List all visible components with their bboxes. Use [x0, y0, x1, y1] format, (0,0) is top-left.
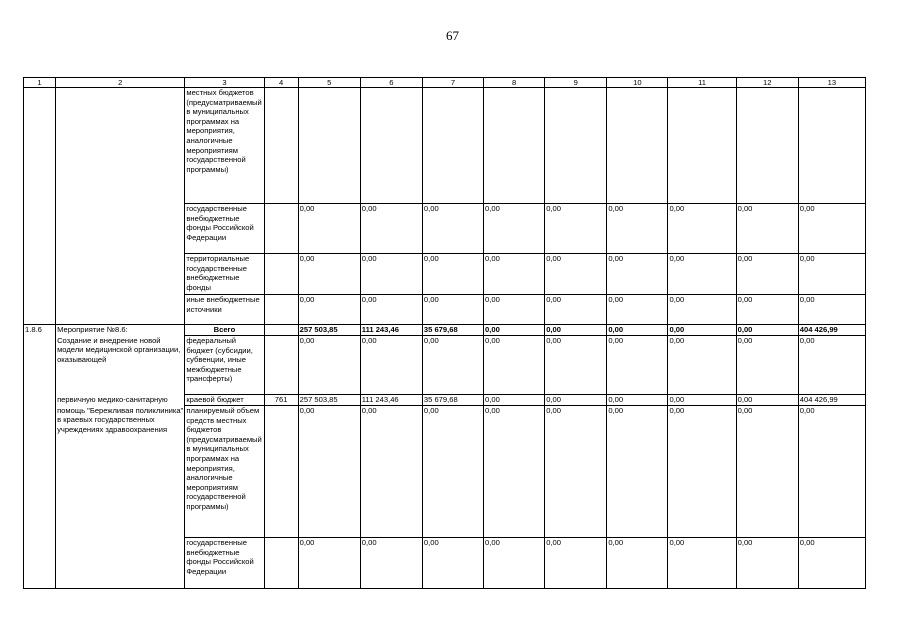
value-cell: 0,00 [607, 538, 668, 589]
table-row [24, 254, 866, 295]
value-cell: 35 679,68 [422, 325, 483, 336]
value-cell: 0,00 [484, 538, 545, 589]
name-cell [56, 254, 185, 295]
value-cell: 0,00 [668, 254, 736, 295]
value-cell: 0,00 [668, 395, 736, 406]
value-cell: 0,00 [360, 336, 422, 395]
value-cell: 0,00 [668, 538, 736, 589]
value-cell [798, 88, 865, 204]
value-cell: 0,00 [360, 204, 422, 254]
value-cell: 0,00 [484, 254, 545, 295]
value-cell: 0,00 [607, 395, 668, 406]
source-cell: государственные внебюджетные фонды Российской Федерации [185, 538, 264, 589]
num-cell [24, 295, 56, 325]
value-cell: 0,00 [545, 538, 607, 589]
code-cell [264, 406, 298, 538]
header-cell: 10 [607, 78, 668, 88]
num-cell [24, 395, 56, 406]
value-cell: 0,00 [798, 336, 865, 395]
header-cell: 3 [185, 78, 264, 88]
code-cell [264, 325, 298, 336]
code-cell [264, 538, 298, 589]
value-cell [607, 88, 668, 204]
value-cell: 0,00 [736, 254, 798, 295]
name-cell [56, 538, 185, 589]
value-cell: 0,00 [484, 336, 545, 395]
name-cell: Мероприятие №8.6: [56, 325, 185, 336]
value-cell: 0,00 [736, 406, 798, 538]
value-cell: 0,00 [298, 295, 360, 325]
num-cell [24, 254, 56, 295]
value-cell: 0,00 [798, 295, 865, 325]
value-cell: 0,00 [360, 538, 422, 589]
value-cell: 0,00 [422, 204, 483, 254]
value-cell: 0,00 [422, 538, 483, 589]
value-cell: 0,00 [607, 406, 668, 538]
value-cell [298, 88, 360, 204]
value-cell: 0,00 [607, 254, 668, 295]
num-cell [24, 538, 56, 589]
value-cell: 0,00 [484, 325, 545, 336]
source-cell: федеральный бюджет (субсидии, субвенции, иные межбюджетные трансферты) [185, 336, 264, 395]
value-cell: 0,00 [298, 204, 360, 254]
source-cell: территориальные государственные внебюджетные фонды [185, 254, 264, 295]
value-cell: 0,00 [298, 336, 360, 395]
value-cell: 0,00 [736, 325, 798, 336]
value-cell: 0,00 [668, 204, 736, 254]
table-row [24, 88, 866, 204]
name-cell [56, 295, 185, 325]
name-cell: Создание и внедрение новой модели медицинской организации, оказывающей [56, 336, 185, 395]
value-cell: 0,00 [736, 295, 798, 325]
value-cell: 0,00 [422, 254, 483, 295]
source-cell: краевой бюджет [185, 395, 264, 406]
value-cell: 0,00 [798, 538, 865, 589]
num-cell [24, 204, 56, 254]
table-row [24, 295, 866, 325]
value-cell: 0,00 [736, 204, 798, 254]
code-cell [264, 336, 298, 395]
value-cell: 0,00 [798, 406, 865, 538]
value-cell [360, 88, 422, 204]
value-cell: 0,00 [360, 295, 422, 325]
value-cell: 404 426,99 [798, 325, 865, 336]
code-cell [264, 204, 298, 254]
value-cell: 0,00 [736, 395, 798, 406]
value-cell: 0,00 [298, 406, 360, 538]
name-cell [56, 88, 185, 204]
value-cell: 257 503,85 [298, 395, 360, 406]
header-cell: 8 [484, 78, 545, 88]
value-cell: 0,00 [545, 295, 607, 325]
value-cell: 0,00 [607, 295, 668, 325]
table-row [24, 406, 866, 538]
header-cell: 7 [422, 78, 483, 88]
header-cell: 5 [298, 78, 360, 88]
header-cell: 13 [798, 78, 865, 88]
value-cell: 111 243,46 [360, 395, 422, 406]
value-cell: 0,00 [298, 538, 360, 589]
page-number: 67 [446, 28, 459, 43]
value-cell: 0,00 [798, 254, 865, 295]
value-cell [422, 88, 483, 204]
header-cell: 2 [56, 78, 185, 88]
table-row [24, 204, 866, 254]
header-row [24, 78, 866, 88]
code-cell [264, 295, 298, 325]
value-cell: 0,00 [736, 336, 798, 395]
header-cell: 11 [668, 78, 736, 88]
value-cell: 0,00 [360, 254, 422, 295]
header-cell: 6 [360, 78, 422, 88]
source-cell: иные внебюджетные источники [185, 295, 264, 325]
table-row [24, 395, 866, 406]
value-cell [736, 88, 798, 204]
value-cell: 0,00 [484, 406, 545, 538]
value-cell: 35 679,68 [422, 395, 483, 406]
header-cell: 9 [545, 78, 607, 88]
name-cell [56, 204, 185, 254]
source-cell: государственные внебюджетные фонды Российской Федерации [185, 204, 264, 254]
table-row-total [24, 325, 866, 336]
code-cell [264, 88, 298, 204]
source-cell: планируемый объем средств местных бюджетов (предусматриваемый в муниципальных программах на мероприятия, аналогичные мероприятиям государственной программы) [185, 406, 264, 538]
source-cell: Всего [185, 325, 264, 336]
value-cell [545, 88, 607, 204]
num-cell [24, 336, 56, 395]
name-cell: помощь "Бережливая поликлиника" в краевых государственных учреждениях здравоохранения [56, 406, 185, 538]
value-cell: 0,00 [422, 406, 483, 538]
name-cell: первичную медико-санитарную [56, 395, 185, 406]
header-cell: 1 [24, 78, 56, 88]
value-cell: 0,00 [668, 336, 736, 395]
value-cell: 0,00 [668, 295, 736, 325]
table-row [24, 336, 866, 395]
value-cell: 0,00 [422, 295, 483, 325]
value-cell: 0,00 [484, 204, 545, 254]
value-cell: 0,00 [545, 406, 607, 538]
value-cell: 0,00 [736, 538, 798, 589]
value-cell: 0,00 [668, 406, 736, 538]
budget-table [23, 77, 866, 589]
value-cell [484, 88, 545, 204]
value-cell [668, 88, 736, 204]
value-cell: 0,00 [545, 325, 607, 336]
header-cell: 4 [264, 78, 298, 88]
code-cell: 761 [264, 395, 298, 406]
value-cell: 111 243,46 [360, 325, 422, 336]
value-cell: 0,00 [484, 295, 545, 325]
code-cell [264, 254, 298, 295]
header-cell: 12 [736, 78, 798, 88]
value-cell: 0,00 [422, 336, 483, 395]
num-cell [24, 88, 56, 204]
num-cell: 1.8.6 [24, 325, 56, 336]
value-cell: 404 426,99 [798, 395, 865, 406]
value-cell: 0,00 [607, 204, 668, 254]
value-cell: 0,00 [607, 336, 668, 395]
source-cell: местных бюджетов (предусматриваемый в муниципальных программах на мероприятия, аналогичные мероприятиям государственной программы) [185, 88, 264, 204]
value-cell: 0,00 [484, 395, 545, 406]
value-cell: 257 503,85 [298, 325, 360, 336]
value-cell: 0,00 [545, 336, 607, 395]
num-cell [24, 406, 56, 538]
value-cell: 0,00 [798, 204, 865, 254]
value-cell: 0,00 [545, 254, 607, 295]
value-cell: 0,00 [545, 204, 607, 254]
table-row [24, 538, 866, 589]
value-cell: 0,00 [545, 395, 607, 406]
value-cell: 0,00 [298, 254, 360, 295]
value-cell: 0,00 [360, 406, 422, 538]
value-cell: 0,00 [668, 325, 736, 336]
value-cell: 0,00 [607, 325, 668, 336]
